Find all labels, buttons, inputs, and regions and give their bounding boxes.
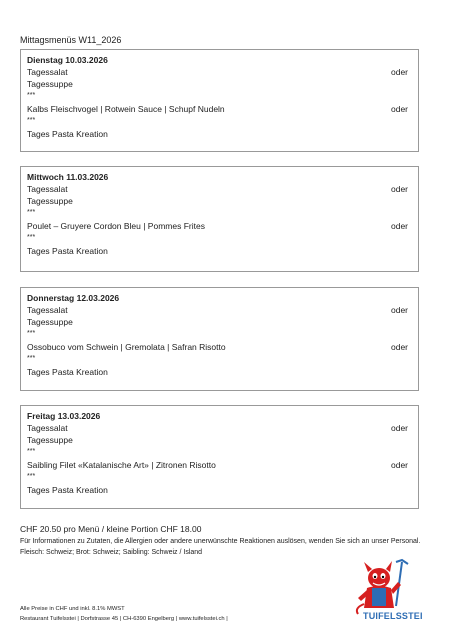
separator: ***: [27, 117, 36, 124]
or-label: oder: [390, 184, 408, 194]
main-dish: Saibling Filet «Katalanische Art» | Zitronen Risotto: [27, 460, 216, 470]
day-heading: Donnerstag 12.03.2026: [27, 293, 120, 303]
day-card-thursday: [20, 287, 419, 391]
main-dish: Poulet – Gruyere Cordon Bleu | Pommes Frites: [27, 221, 205, 231]
price-line: CHF 20.50 pro Menü / kleine Portion CHF 18.00: [20, 524, 202, 534]
or-label: oder: [390, 67, 408, 77]
soup-item: Tagessuppe: [27, 79, 73, 89]
soup-item: Tagessuppe: [27, 196, 73, 206]
page-title: Mittagsmenüs W11_2026: [20, 35, 122, 45]
or-label: oder: [390, 342, 408, 352]
pasta-item: Tages Pasta Kreation: [27, 367, 108, 377]
day-heading: Mittwoch 11.03.2026: [27, 172, 109, 182]
salad-item: Tagessalat: [27, 184, 68, 194]
soup-item: Tagessuppe: [27, 435, 73, 445]
salad-item: Tagessalat: [27, 423, 68, 433]
or-label: oder: [390, 460, 408, 470]
salad-item: Tagessalat: [27, 67, 68, 77]
separator: ***: [27, 448, 36, 455]
pasta-item: Tages Pasta Kreation: [27, 246, 108, 256]
separator: ***: [27, 234, 36, 241]
or-label: oder: [390, 104, 408, 114]
soup-item: Tagessuppe: [27, 317, 73, 327]
main-dish: Ossobuco vom Schwein | Gremolata | Safran Risotto: [27, 342, 226, 352]
separator: ***: [27, 355, 36, 362]
footer-vat-note: Alle Preise in CHF und inkl. 8.1% MWST: [20, 606, 125, 612]
separator: ***: [27, 92, 36, 99]
salad-item: Tagessalat: [27, 305, 68, 315]
allergen-info: Für Informationen zu Zutaten, die Allergien oder andere unerwünschte Reaktionen auslösen, wenden Sie sich an unser Personal. Fleisch: Schweiz; Brot: Schweiz; Saibling: Schweiz / Island: [20, 538, 421, 556]
or-label: oder: [390, 423, 408, 433]
separator: ***: [27, 473, 36, 480]
or-label: oder: [390, 221, 408, 231]
or-label: oder: [390, 305, 408, 315]
footer-address: Restaurant Tuifelsstei | Dorfstrasse 45 | CH-6390 Engelberg | www.tuifelsstei.ch |: [20, 616, 228, 622]
day-card-friday: [20, 405, 419, 509]
pasta-item: Tages Pasta Kreation: [27, 485, 108, 495]
brand-logo-text: TUIFELSSTEI: [363, 611, 423, 621]
day-card-tuesday: [20, 49, 419, 152]
day-heading: Dienstag 10.03.2026: [27, 55, 108, 65]
main-dish: Kalbs Fleischvogel | Rotwein Sauce | Schupf Nudeln: [27, 104, 225, 114]
separator: ***: [27, 330, 36, 337]
separator: ***: [27, 209, 36, 216]
pasta-item: Tages Pasta Kreation: [27, 129, 108, 139]
day-heading: Freitag 13.03.2026: [27, 411, 101, 421]
day-card-wednesday: [20, 166, 419, 272]
